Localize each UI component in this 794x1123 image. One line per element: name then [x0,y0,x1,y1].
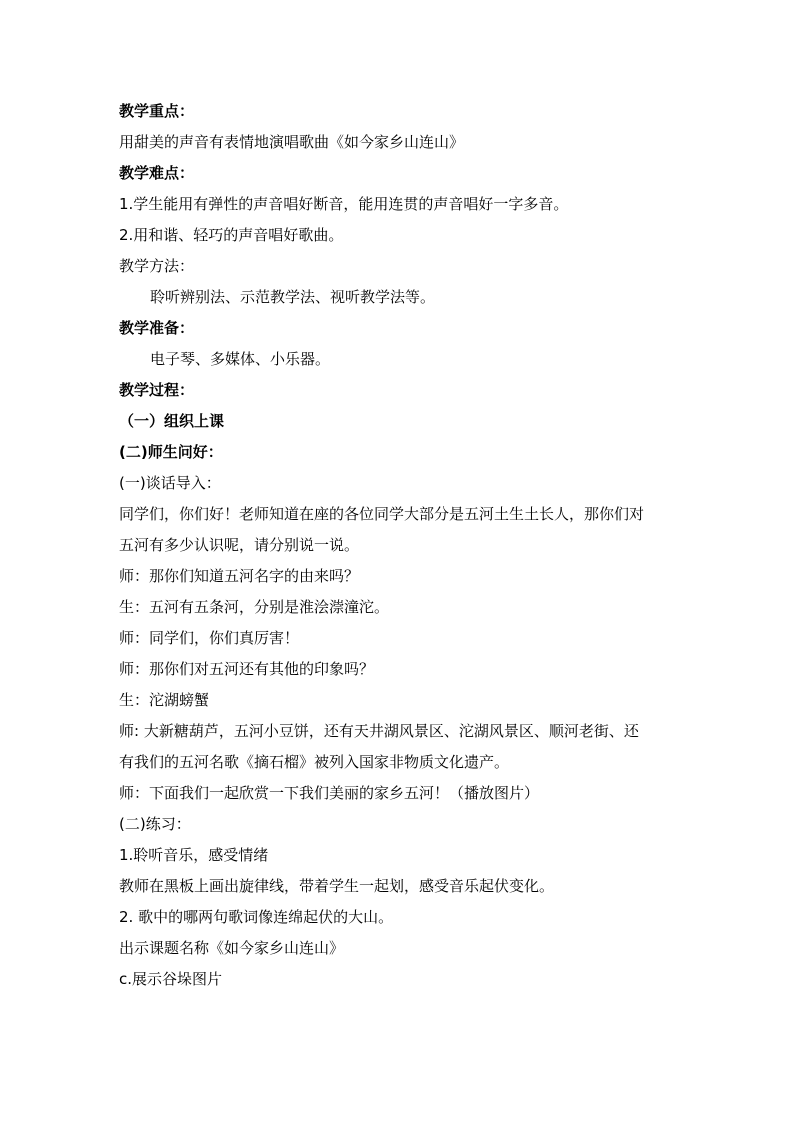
dialogue-line: 生：五河有五条河，分别是淮浍漴潼沱。 [119,598,390,616]
dialogue-line: 师：那你们对五河还有其他的印象吗？ [119,660,375,678]
paragraph-difficulty-2: 2.用和谐、轻巧的声音唱好歌曲。 [119,226,344,244]
document-body [119,96,689,995]
dialogue-line: 师：下面我们一起欣赏一下我们美丽的家乡五河！（播放图片） [119,784,540,802]
dialogue-line: 师: 大新糖葫芦，五河小豆饼，还有天井湖风景区、沱湖风景区、顺河老街、还 [119,722,639,740]
paragraph-focus-content: 用甜美的声音有表情地演唱歌曲《如今家乡山连山》 [119,133,465,151]
practice-item-2: 2. 歌中的哪两句歌词像连绵起伏的大山。 [119,908,394,926]
paragraph-intro-line-1: 同学们，你们好！老师知道在座的各位同学大部分是五河土生土长人，那你们对 [119,505,645,523]
section-organize-class: （一）组织上课 [119,412,225,430]
practice-item-2-detail: 出示课题名称《如今家乡山连山》 [119,939,345,957]
paragraph-preparation-content: 电子琴、多媒体、小乐器。 [150,350,331,368]
paragraph-intro-line-2: 五河有多少认识呢，请分别说一说。 [119,536,360,554]
dialogue-line: 生：沱湖螃蟹 [119,691,210,709]
paragraph-method-content: 聆听辨别法、示范教学法、视听教学法等。 [150,288,436,306]
heading-teaching-process: 教学过程： [119,381,195,399]
practice-item-1: 1.聆听音乐，感受情绪 [119,846,269,864]
practice-item-1-detail: 教师在黑板上画出旋律线，带着学生一起划，感受音乐起伏变化。 [119,877,555,895]
section-conversation-intro: (一)谈话导入： [119,474,221,492]
dialogue-line: 师：那你们知道五河名字的由来吗？ [119,567,360,585]
dialogue-line: 师：同学们，你们真厉害！ [119,629,300,647]
dialogue-line: 有我们的五河名歌《摘石榴》被列入国家非物质文化遗产。 [119,753,510,771]
section-practice: (二)练习： [119,815,191,833]
section-greeting: (二)师生问好： [119,443,223,461]
heading-teaching-difficulty: 教学难点： [119,164,195,182]
heading-teaching-method: 教学方法： [119,257,195,275]
paragraph-difficulty-1: 1.学生能用有弹性的声音唱好断音，能用连贯的声音唱好一字多音。 [119,195,569,213]
heading-teaching-focus: 教学重点： [119,102,195,120]
heading-teaching-preparation: 教学准备： [119,319,195,337]
practice-item-c: c.展示谷垛图片 [119,970,223,988]
